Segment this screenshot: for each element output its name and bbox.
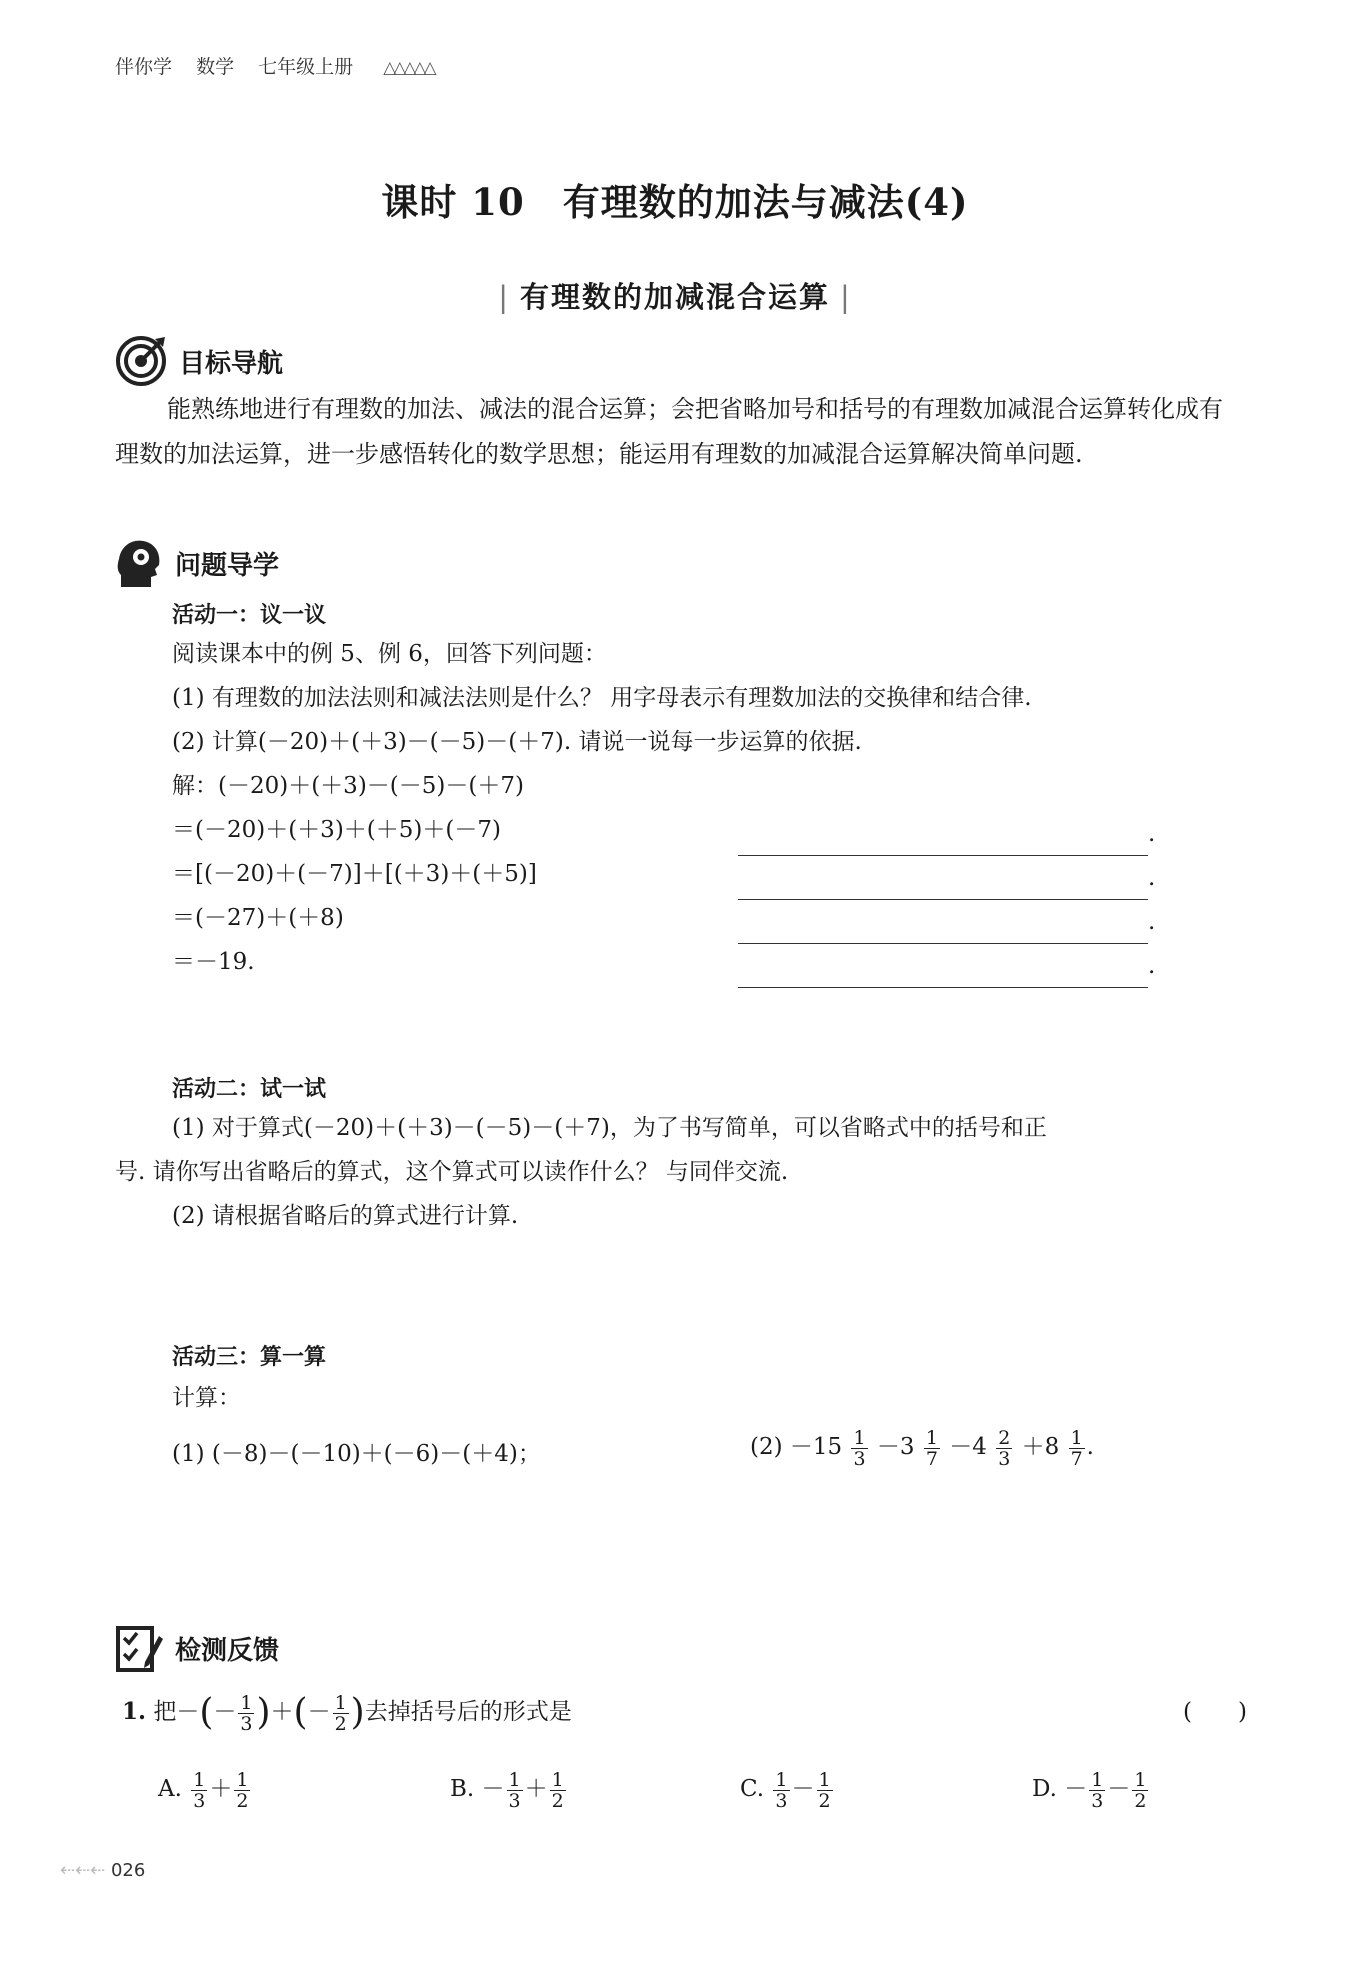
activity1-q1: (1) 有理数的加法法则和减法法则是什么？ 用字母表示有理数加法的交换律和结合律. [172,685,1032,711]
study-heading [115,537,279,589]
answer-paren[interactable]: ( ) [1183,1699,1247,1725]
activity2-q1-line1: (1) 对于算式(－20)＋(＋3)－(－5)－(＋7)，为了书写简单，可以省略式中的括号和正 [172,1115,1047,1141]
grade-name: 七年级上册 [258,56,354,78]
activity3-title: 活动三：算一算 [172,1345,327,1370]
reason-blank-3[interactable]: . [738,900,1155,944]
fraction: $\frac{2}{3}$ [998,1426,1011,1470]
activity2-q2: (2) 请根据省略后的算式进行计算. [172,1203,519,1229]
checklist-pencil-icon [115,1622,163,1674]
option-c[interactable]: C. $\frac{1}{3}$ － $\frac{1}{2}$ [740,1768,831,1812]
book-name: 伴你学 [115,56,173,78]
arrow-decoration-icon: ⇠⇠⇠ [60,1860,106,1881]
activity3-intro: 计算： [172,1385,241,1411]
target-icon [115,335,167,387]
activity1-title: 活动一：议一议 [172,603,327,628]
activity2-title: 活动二：试一试 [172,1077,327,1102]
check-heading-text: 检测反馈 [175,1635,280,1666]
option-b[interactable]: B. － $\frac{1}{3}$ ＋ $\frac{1}{2}$ [450,1768,564,1812]
problem-1: (1) (－8)－(－10)＋(－6)－(＋4)； [172,1441,541,1467]
check-heading [115,1622,279,1674]
divider-bar-right: | [840,280,852,314]
reason-blank-2[interactable]: . [738,856,1155,900]
question-1: 1. 把－(－ $\frac{1}{3}$ )＋(－ $\frac{1}{2}$ )去掉括号后的形式是 ( ) [122,1691,1247,1735]
option-d[interactable]: D. － $\frac{1}{3}$ － $\frac{1}{2}$ [1032,1768,1147,1812]
fraction: $\frac{1}{7}$ [925,1426,938,1470]
solution-step-1: ＝(－20)＋(＋3)＋(＋5)＋(－7) [172,817,501,843]
running-header [115,52,452,79]
goal-heading-text: 目标导航 [179,348,284,379]
solution-step-3: ＝(－27)＋(＋8) [172,905,344,931]
fraction: $\frac{1}{3}$ [853,1426,866,1470]
activity2-q1-line2: 号. 请你写出省略后的算式，这个算式可以读作什么？ 与同伴交流. [115,1159,789,1185]
solution-step-0: 解：(－20)＋(＋3)－(－5)－(＋7) [172,773,524,799]
option-a[interactable]: A. $\frac{1}{3}$ ＋ $\frac{1}{2}$ [158,1768,249,1812]
problem-2: (2) －15 $\frac{1}{3}$ －3 $\frac{1}{7}$ －4 $\frac{2}{3}$ ＋8 $\frac{1}{7}$ . [750,1426,1094,1470]
subject-name: 数学 [196,56,235,78]
study-heading-text: 问题导学 [175,550,280,581]
lesson-title: 课时 10 有理数的加法与减法(4) [381,180,969,224]
lesson-subtitle [0,275,1350,316]
goal-heading [115,335,283,387]
solution-step-2: ＝[(－20)＋(－7)]＋[(＋3)＋(＋5)] [172,861,537,887]
divider-bar-left: | [498,280,510,314]
reason-blank-1[interactable]: . [738,812,1155,856]
solution-step-4: ＝－19. [172,949,255,975]
fraction: $\frac{1}{3}$ [240,1691,253,1735]
subtitle-text: 有理数的加减混合运算 [519,280,830,314]
triangle-decoration: △△△△△ [383,58,434,78]
head-gear-icon [115,537,163,589]
activity1-intro: 阅读课本中的例 5、例 6，回答下列问题： [172,641,607,667]
goal-text: 能熟练地进行有理数的加法、减法的混合运算；会把省略加号和括号的有理数加减混合运算转化成有理数的加法运算，进一步感悟转化的数学思想；能运用有理数的加减混合运算解决简单问题. [115,395,1223,468]
reason-blank-4[interactable]: . [738,944,1155,988]
page-footer [60,1860,145,1881]
fraction: $\frac{1}{2}$ [334,1691,347,1735]
activity1-q2: (2) 计算(－20)＋(＋3)－(－5)－(＋7). 请说一说每一步运算的依据. [172,729,862,755]
page-number: 026 [110,1860,146,1881]
fraction: $\frac{1}{7}$ [1070,1426,1083,1470]
